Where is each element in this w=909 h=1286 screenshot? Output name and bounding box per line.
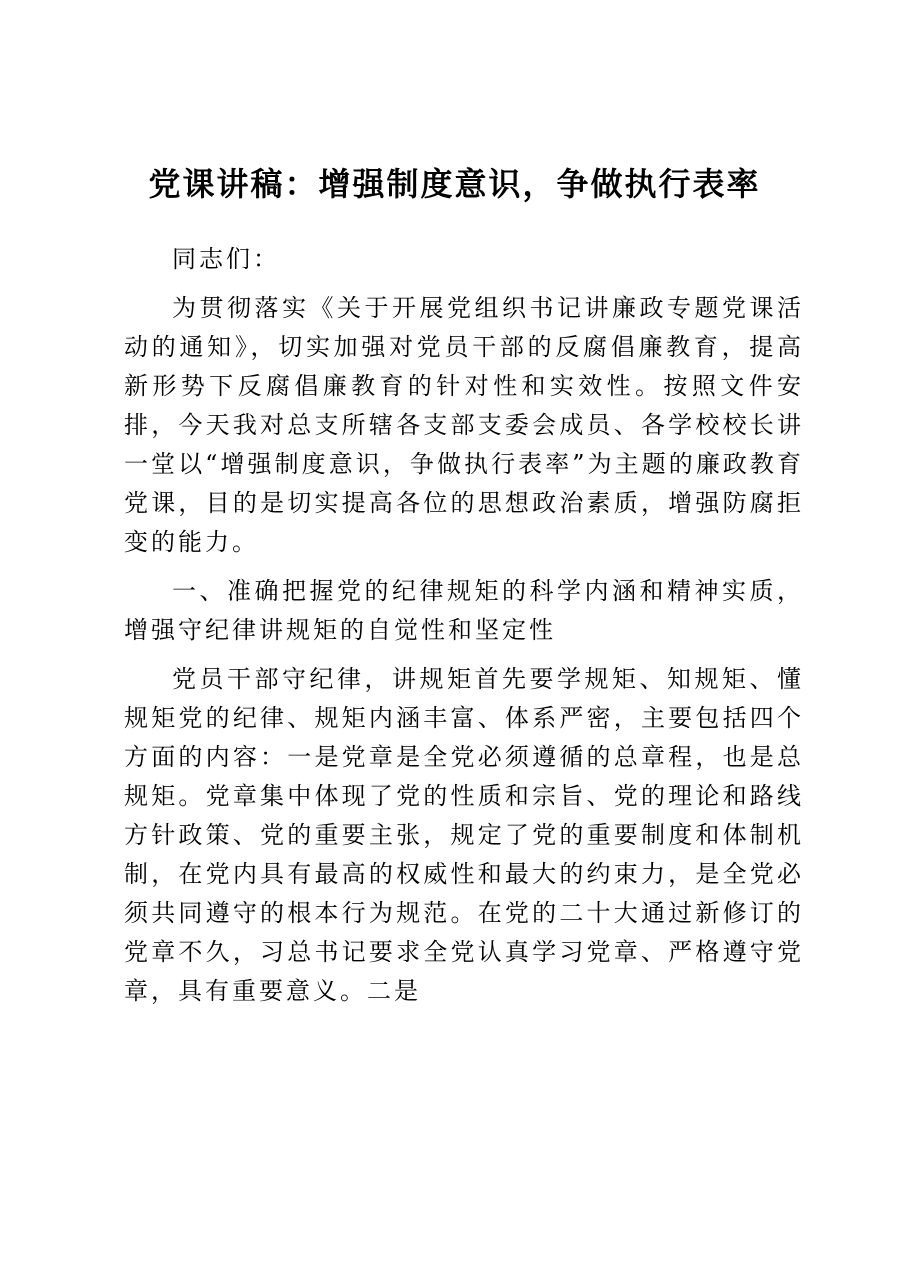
body-paragraph: 党员干部守纪律，讲规矩首先要学规矩、知规矩、懂规矩党的纪律、规矩内涵丰富、体系严密，主要包括四个方面的内容：一是党章是全党必须遵循的总章程，也是总规矩。党章集中体现了党的性质和宗旨、党的理论和路线方针政策、党的重要主张，规定了党的重要制度和体制机制，在党内具有最高的权威性和最大的约束力，是全党必须共同遵守的根本行为规范。在党的二十大通过新修订的党章不久，习总书记要求全党认真学习党章、严格遵守党章，具有重要意义。二是: [124, 665, 804, 1005]
document-body: [124, 240, 804, 1021]
section-heading-1: 一、准确把握党的纪律规矩的科学内涵和精神实质，增强守纪律讲规矩的自觉性和坚定性: [124, 577, 804, 644]
document-title: 党课讲稿：增强制度意识，争做执行表率: [148, 165, 761, 203]
intro-paragraph: 为贯彻落实《关于开展党组织书记讲廉政专题党课活动的通知》，切实加强对党员干部的反腐倡廉教育，提高新形势下反腐倡廉教育的针对性和实效性。按照文件安排，今天我对总支所辖各支部支委会成员、各学校校长讲一堂以“增强制度意识，争做执行表率”为主题的廉政教育党课，目的是切实提高各位的思想政治素质，增强防腐拒变的能力。: [124, 294, 804, 556]
greeting-paragraph: 同志们：: [172, 245, 280, 273]
